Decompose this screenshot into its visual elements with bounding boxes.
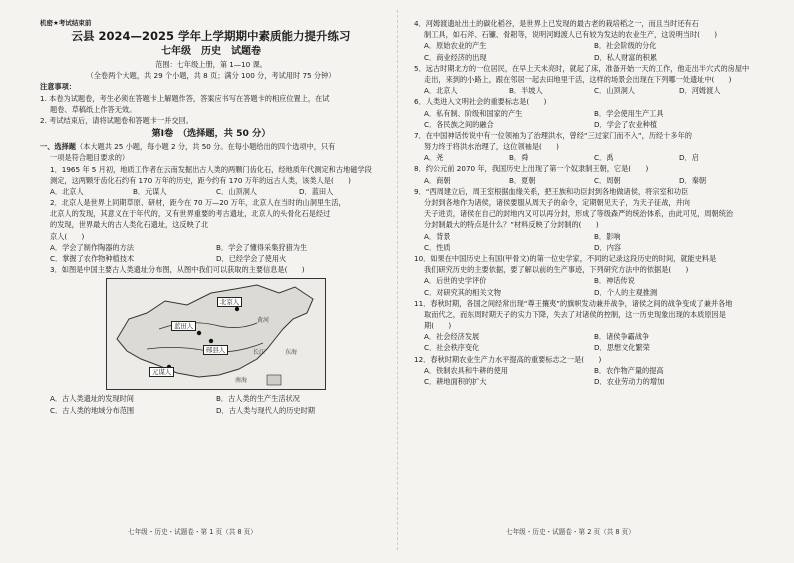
q11-stem: 期( ) [424, 321, 452, 331]
q5-option-b[interactable]: B．半坡人 [509, 86, 543, 96]
notes-line: 题卷、草稿纸上作答无效。 [50, 104, 137, 114]
q10-options [414, 275, 764, 286]
notes-line: 2. 考试结束后，请将试题卷和答题卡一并交回。 [40, 115, 193, 125]
q9-option-a[interactable]: A．背景 [424, 231, 451, 241]
q2-option-a[interactable]: A．学会了制作陶器的方法 [50, 242, 134, 252]
q9-stem: 分封到各地作为诸侯，诸侯要服从周天子的命令，定期朝见天子，为天子征战，并向 [424, 198, 690, 207]
q5-option-c[interactable]: C．山顶洞人 [594, 86, 635, 96]
q4-options [414, 40, 764, 51]
q10-option-a[interactable]: A．后世的史学评价 [424, 276, 487, 286]
q6-option-b[interactable]: B．学会使用生产工具 [594, 108, 664, 118]
q2-option-d[interactable]: D．已经学会了使用火 [216, 254, 287, 263]
site-label-yunxian: 郧县人 [203, 345, 228, 355]
q10-option-d[interactable]: D．个人的主观推测 [594, 287, 658, 297]
q2-stem: 2．北京人是世界上同期草原、研材，距今在 70 万—20 万年，北京人在当时的山洞里生活， [50, 198, 346, 208]
q2-stem: 京人( ) [50, 231, 85, 241]
notes-line: 1. 本卷为试题卷，考生必须在答题卡上解题作答，答案应书写在答题卡的相应位置上，在试 [40, 93, 330, 103]
q7-stem: 7．在中国神话传说中有一位领袖为了治理洪水，曾经“三过家门而不入”，历经十多年的 [414, 130, 692, 140]
q1-stem: 1．1965 年 5 月初，地质工作者在云南发掘出古人类的两颗门齿化石，经地质年代测定和古地磁学段 [50, 164, 372, 174]
q7-option-b[interactable]: B．舜 [509, 153, 529, 163]
q9-stem: 分封制最大的特点是什么？”材料反映了分封制的( ) [424, 220, 599, 230]
q12-option-d[interactable]: D．农业劳动力的增加 [594, 377, 665, 386]
q4-stem: 制工具，如石斧、石镰、骨耜等，说明河姆渡人已有较为发达的农业生产，这说明当时( ) [424, 30, 718, 40]
q5-option-d[interactable]: D．河姆渡人 [679, 86, 721, 96]
left-page [40, 18, 382, 538]
q5-options [414, 85, 764, 96]
q3-option-b[interactable]: B．古人类的生产生活状况 [216, 394, 300, 404]
q2-options [40, 253, 382, 264]
q7-option-d[interactable]: D．启 [679, 153, 699, 163]
q7-option-a[interactable]: A．尧 [424, 153, 444, 163]
q12-option-b[interactable]: B．农作物产量的提高 [594, 365, 664, 375]
page-footer-left: 七年级・历史・试题卷・第 1 页（共 8 页） [128, 528, 257, 536]
ancient-human-site-map [106, 278, 326, 390]
q9-option-b[interactable]: B．影响 [594, 231, 621, 241]
q4-options [414, 52, 764, 63]
q8-stem: 8．约公元前 2070 年，我国历史上出现了第一个奴隶制王朝，它是( ) [414, 164, 649, 174]
q11-options [414, 331, 764, 342]
q11-option-d[interactable]: D．思想文化繁荣 [594, 343, 650, 353]
q9-option-c[interactable]: C．性质 [424, 242, 451, 252]
map-label-changjiang: 长江 [253, 349, 266, 357]
q12-option-a[interactable]: A．铁制农具和牛耕的使用 [424, 365, 508, 375]
q11-option-c[interactable]: C．社会秩序变化 [424, 343, 480, 353]
q1-option-d[interactable]: D．蓝田人 [299, 186, 334, 196]
q12-options [414, 376, 764, 387]
q6-option-a[interactable]: A．私有制、阶级和国家的产生 [424, 108, 523, 118]
instruction-text: （本大题共 25 小题，每小题 2 分，共 50 分。在每小题给出的四个选项中，只有 [75, 142, 336, 152]
exam-range: 范围：七年级上册，第 1—10 课。 [155, 60, 267, 69]
section-instruction-cont: 一项是符合题目要求的） [50, 153, 130, 163]
q10-stem: 10．如果在中国历史上有国(甲骨文)的第一位史学家，不同的记录这段历史的时间，就能史料是 [414, 253, 717, 263]
exam-subtitle: 七年级 历史 试题卷 [161, 46, 261, 57]
page-fold-divider [397, 10, 398, 550]
q5-stem: 5．远古时期北方的一位居民，在早上天未亮时，就起了床，准备开始一天的工作，他走出半穴式的房屋中 [414, 63, 750, 73]
q3-option-a[interactable]: A．古人类遗址的发现时间 [50, 394, 134, 404]
q10-stem: 我们研究历史的主要依据，要了解以前的生产事迹，下列研究方法中的依据是( ) [424, 265, 689, 275]
site-label-yuanmou: 元谋人 [149, 367, 174, 377]
page-footer-right: 七年级・历史・试题卷・第 2 页（共 8 页） [506, 528, 635, 536]
q4-option-c[interactable]: C．商业经济的出现 [424, 52, 487, 62]
q11-stem: 取而代之，而东周时期天子的实力下降，失去了对诸侯的控制，这一历史现象出现的本质原因是 [424, 309, 726, 319]
section-title: 第Ⅰ卷 （选择题，共 50 分） [151, 128, 271, 140]
q7-stem: 努力终于将洪水治理了，这位领袖是( ) [424, 142, 559, 152]
q6-option-d[interactable]: D．学会了农业种植 [594, 119, 658, 129]
map-label-donghai: 东海 [285, 349, 298, 357]
q2-option-b[interactable]: B．学会了懂得采集狩猎为生 [216, 242, 308, 252]
q9-stem: 天子进贡，诸侯在自己的封地内又可以再分封，形成了等级森严的统治体系，由此可见，周朝统治 [424, 209, 734, 219]
q3-options [40, 393, 382, 404]
site-label-lantian: 蓝田人 [171, 321, 196, 331]
q10-option-b[interactable]: B．神话传说 [594, 276, 635, 286]
q4-option-b[interactable]: B．社会阶级的分化 [594, 41, 657, 51]
q11-option-b[interactable]: B．诸侯争霸战争 [594, 332, 650, 342]
q6-option-c[interactable]: C．各民族之间的融合 [424, 119, 494, 129]
q4-option-a[interactable]: A．原始农业的产生 [424, 41, 487, 51]
q1-option-c[interactable]: C．山顶洞人 [216, 186, 257, 196]
q11-options [414, 342, 764, 353]
q3-option-c[interactable]: C．古人类的地域分布范围 [50, 405, 135, 415]
q2-options [40, 242, 382, 253]
q8-option-a[interactable]: A．商朝 [424, 175, 451, 185]
q1-option-b[interactable]: B．元谋人 [133, 186, 167, 196]
q3-options [40, 405, 382, 416]
q2-stem: 北京人的发现，其意义在于年代的，又有世界重要的考古遗址，北京人的头骨化石是经过 [50, 209, 331, 219]
q8-options [414, 175, 764, 186]
map-label-huanghe: 黄河 [257, 317, 270, 325]
china-outline-icon [107, 279, 325, 389]
q12-stem: 12．春秋时期农业生产力水平提高的重要标志之一是( ) [414, 354, 602, 364]
exam-title: 云县 2024—2025 学年上学期期中素质能力提升练习 [71, 29, 351, 43]
q5-stem: 走出，来到的小路上，跟在邻居一起去田地里干活，这样的场景会出现在下列哪一处遗址中( ) [424, 74, 732, 84]
secret-mark: 机密★考试结束前 [40, 19, 92, 27]
right-page [414, 18, 764, 538]
q11-option-a[interactable]: A．社会经济发展 [424, 332, 480, 342]
q1-options [40, 186, 382, 197]
q2-option-c[interactable]: C．掌握了农作物种植技术 [50, 254, 135, 263]
instruction-label: 一、选择题 [40, 142, 76, 152]
q7-option-c[interactable]: C．禹 [594, 153, 614, 163]
q10-option-c[interactable]: C．对研究其的相关文物 [424, 287, 501, 297]
q4-stem: 4．河姆渡遗址出土的碳化稻谷，是世界上已发现的最古老的栽培稻之一，而且当时还有石 [414, 19, 699, 28]
q2-stem: 的发现，世界最大的古人类化石遗址，这反映了北 [50, 220, 209, 230]
q9-option-d[interactable]: D．内容 [594, 242, 622, 252]
q3-option-d[interactable]: D．古人类与现代人的历史时期 [216, 405, 315, 415]
q9-options [414, 242, 764, 253]
q1-option-a[interactable]: A．北京人 [50, 186, 84, 196]
q7-options [414, 152, 764, 163]
q5-option-a[interactable]: A．北京人 [424, 86, 458, 96]
q1-stem: 测定，这两颗牙齿化石约有 170 万年的历史，距今约有 170 万年的远古人类，该类人是( ) [50, 175, 351, 185]
q6-stem: 6．人类进入文明社会的重要标志是( ) [414, 97, 547, 107]
q3-stem: 3．如图是中国主要古人类遗址分布图，从图中我们可以获取的主要信息是( ) [50, 265, 305, 275]
q4-option-d[interactable]: D．私人财富的积累 [594, 52, 658, 62]
map-label-nanhai: 南海 [235, 377, 248, 385]
q11-stem: 11．春秋时期，各国之间经常出现“尊王攘夷”的旗帜发动兼并战争，诸侯之间的战争变成了兼并各地 [414, 298, 733, 308]
q10-options [414, 287, 764, 298]
q12-option-c[interactable]: C．耕地面积的扩大 [424, 377, 487, 386]
q6-options [414, 108, 764, 119]
section-instruction [40, 141, 382, 152]
q9-stem: 9．“西周建立后，周王室根据血缘关系，把王族和功臣封到各地做诸侯，将宗室和功臣 [414, 186, 689, 196]
notes-heading: 注意事项： [40, 82, 76, 92]
q8-option-c[interactable]: C．周朝 [594, 175, 621, 185]
q8-option-b[interactable]: B．夏朝 [509, 175, 536, 185]
q9-options [414, 231, 764, 242]
q12-options [414, 365, 764, 376]
q8-option-d[interactable]: D．秦朝 [679, 175, 707, 185]
q6-options [414, 119, 764, 130]
site-label-beijing: 北京人 [217, 297, 242, 307]
exam-info: （全卷两个大题，共 29 个小题，共 8 页；满分 100 分，考试用时 75 分钟） [86, 71, 336, 81]
